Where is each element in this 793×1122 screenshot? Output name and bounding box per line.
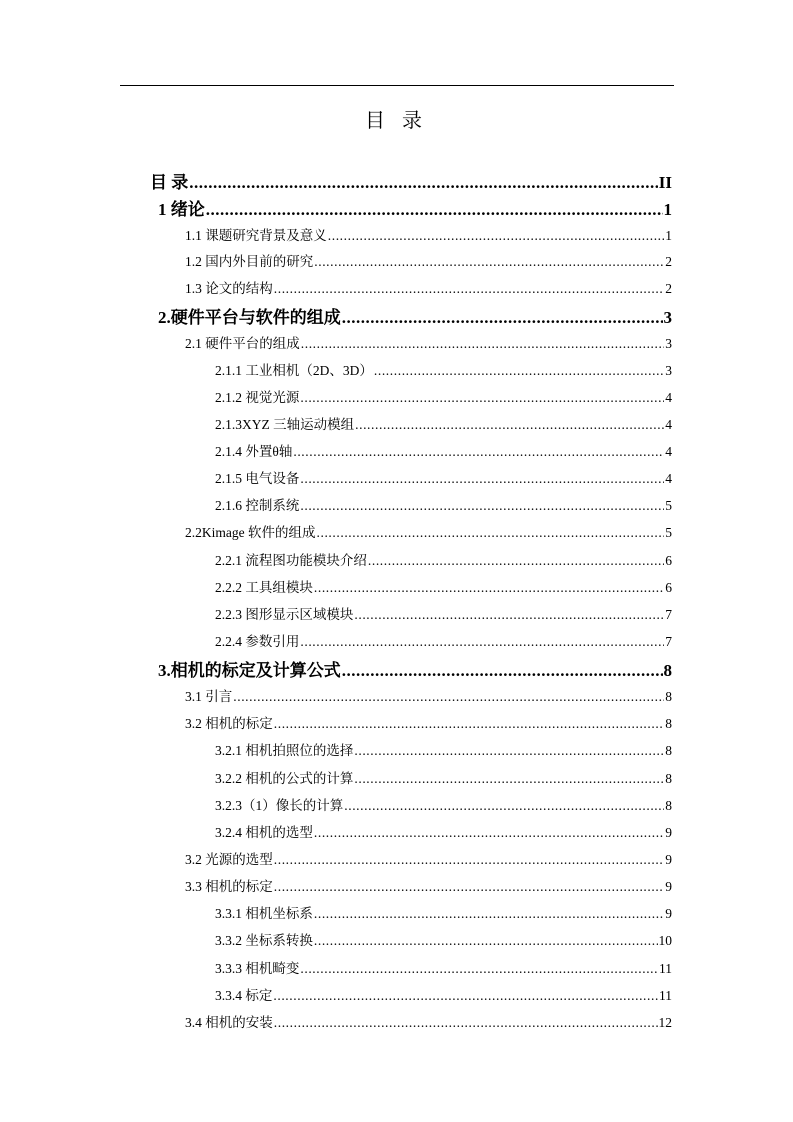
toc-entry-label: 3.2.4 相机的选型 [215, 825, 313, 840]
toc-entry[interactable] [215, 389, 672, 407]
toc-entry-label: 2.2Kimage 软件的组成 [185, 525, 316, 540]
toc-page-number: 6 [665, 580, 672, 595]
toc-entry-label: 2.1.3XYZ 三轴运动模组 [215, 417, 355, 432]
toc-entry[interactable] [185, 1014, 672, 1032]
toc-entry-label: 1.2 国内外目前的研究 [185, 254, 314, 269]
toc-entry-label: 3.3 相机的标定 [185, 879, 273, 894]
toc-page-number: 5 [665, 525, 672, 540]
toc-entry-label: 3.2.2 相机的公式的计算 [215, 771, 354, 786]
toc-leader-dots [274, 715, 665, 733]
toc-entry-label: 2.1 硬件平台的组成 [185, 336, 300, 351]
toc-leader-dots [300, 633, 664, 651]
toc-entry-label: 2.1.4 外置θ轴 [215, 444, 293, 459]
toc-leader-dots [300, 389, 664, 407]
toc-entry[interactable] [215, 470, 672, 488]
toc-leader-dots [189, 172, 658, 194]
toc-page-number: 8 [665, 689, 672, 704]
toc-entry[interactable] [215, 742, 672, 760]
toc-entry-label: 1.3 论文的结构 [185, 281, 273, 296]
toc-entry[interactable] [215, 416, 672, 434]
toc-leader-dots [344, 797, 664, 815]
toc-entry[interactable] [215, 797, 672, 815]
toc-entry-label: 3.3.2 坐标系转换 [215, 933, 313, 948]
toc-entry-label: 3.3.4 标定 [215, 988, 273, 1003]
toc-leader-dots [274, 1014, 658, 1032]
toc-entry-label: 3.相机的标定及计算公式 [158, 661, 341, 680]
toc-leader-dots [300, 960, 658, 978]
toc-leader-dots [233, 688, 664, 706]
toc-page-number: 4 [665, 471, 672, 486]
toc-entry-label: 2.1.6 控制系统 [215, 498, 300, 513]
toc-leader-dots [314, 905, 664, 923]
toc-entry[interactable] [185, 280, 672, 298]
toc-entry-label: 3.3.3 相机畸变 [215, 961, 300, 976]
toc-leader-dots [314, 932, 658, 950]
toc-leader-dots [354, 606, 664, 624]
toc-entry-label: 2.1.1 工业相机（2D、3D） [215, 363, 373, 378]
toc-leader-dots [374, 362, 664, 380]
toc-entry-label: 3.2.3（1）像长的计算 [215, 798, 344, 813]
toc-page-number: 2 [665, 281, 672, 296]
toc-entry[interactable] [215, 824, 672, 842]
toc-entry[interactable] [215, 960, 672, 978]
toc-entry-label: 3.3.1 相机坐标系 [215, 906, 313, 921]
page-title: 目 录 [365, 110, 428, 132]
toc-leader-dots [274, 878, 665, 896]
toc-entry-label: 1 绪论 [158, 200, 205, 219]
toc-page-number: 10 [658, 933, 672, 948]
toc-page-number: 9 [665, 906, 672, 921]
toc-entry-label: 2.2.2 工具组模块 [215, 580, 313, 595]
toc-entry[interactable] [215, 905, 672, 923]
toc-entry[interactable] [185, 878, 672, 896]
toc-leader-dots [317, 524, 665, 542]
toc-entry-label: 3.2 光源的选型 [185, 852, 273, 867]
toc-entry-label: 2.硬件平台与软件的组成 [158, 308, 341, 327]
toc-entry-label: 3.4 相机的安装 [185, 1015, 273, 1030]
toc-entry-label: 目 录 [150, 173, 189, 192]
toc-entry[interactable] [215, 606, 672, 624]
toc-page-number: 3 [665, 363, 672, 378]
toc-entry[interactable] [215, 932, 672, 950]
toc-page-number: 12 [658, 1015, 672, 1030]
toc-entry[interactable] [185, 253, 672, 271]
toc-leader-dots [354, 742, 664, 760]
toc-entry-label: 3.2 相机的标定 [185, 716, 273, 731]
toc-entry-label: 3.2.1 相机拍照位的选择 [215, 743, 354, 758]
toc-leader-dots [368, 552, 664, 570]
toc-entry[interactable] [215, 987, 672, 1005]
header-rule [120, 85, 674, 86]
toc-page-number: 8 [663, 661, 672, 680]
toc-page-number: 11 [659, 961, 672, 976]
toc-leader-dots [300, 497, 664, 515]
toc-entry[interactable] [185, 227, 672, 245]
toc-page-number: 11 [659, 988, 672, 1003]
toc-page-number: 7 [665, 607, 672, 622]
toc-entry[interactable] [215, 579, 672, 597]
toc-leader-dots [342, 307, 663, 329]
toc-page-number: 7 [665, 634, 672, 649]
toc-entry-label: 2.2.3 图形显示区域模块 [215, 607, 354, 622]
toc-entry[interactable] [215, 552, 672, 570]
toc-page-number: 3 [663, 308, 672, 327]
toc-entry-label: 2.1.5 电气设备 [215, 471, 300, 486]
toc-entry[interactable] [215, 497, 672, 515]
toc-leader-dots [293, 443, 664, 461]
toc-entry[interactable] [215, 362, 672, 380]
toc-leader-dots [300, 470, 664, 488]
toc-entry[interactable] [185, 524, 672, 542]
toc-page-number: II [658, 173, 672, 192]
toc-entry[interactable] [158, 199, 672, 221]
toc-page-number: 1 [663, 200, 672, 219]
toc-entry[interactable] [215, 633, 672, 651]
toc-leader-dots [355, 416, 664, 434]
toc-leader-dots [274, 851, 665, 869]
toc-entry[interactable] [150, 172, 672, 194]
toc-entry[interactable] [185, 335, 672, 353]
toc-page-number: 3 [665, 336, 672, 351]
toc-page-number: 4 [665, 390, 672, 405]
toc-entry[interactable] [158, 307, 672, 329]
toc-entry[interactable] [185, 688, 672, 706]
toc-page-number: 8 [665, 743, 672, 758]
toc-leader-dots [314, 253, 664, 271]
toc-page-number: 8 [665, 798, 672, 813]
toc-entry[interactable] [185, 851, 672, 869]
toc-page-number: 4 [665, 417, 672, 432]
toc-leader-dots [342, 660, 663, 682]
toc-leader-dots [206, 199, 663, 221]
toc-entry-label: 1.1 课题研究背景及意义 [185, 228, 327, 243]
toc-page-number: 9 [665, 852, 672, 867]
toc-leader-dots [354, 770, 664, 788]
toc-page-number: 6 [665, 553, 672, 568]
toc-entry[interactable] [185, 715, 672, 733]
toc-leader-dots [274, 280, 665, 298]
toc-page-number: 9 [665, 825, 672, 840]
toc-entry-label: 2.2.1 流程图功能模块介绍 [215, 553, 367, 568]
toc-entry-label: 2.1.2 视觉光源 [215, 390, 300, 405]
toc-leader-dots [328, 227, 665, 245]
toc-page-number: 8 [665, 716, 672, 731]
toc-page-number: 5 [665, 498, 672, 513]
toc-page-number: 9 [665, 879, 672, 894]
toc-page-number: 4 [665, 444, 672, 459]
toc-leader-dots [314, 579, 664, 597]
toc-leader-dots [273, 987, 658, 1005]
toc-page-number: 2 [665, 254, 672, 269]
toc-entry-label: 2.2.4 参数引用 [215, 634, 300, 649]
toc-entry-label: 3.1 引言 [185, 689, 233, 704]
toc-entry[interactable] [215, 443, 672, 461]
toc-page-number: 1 [665, 228, 672, 243]
toc-entry[interactable] [158, 660, 672, 682]
toc-leader-dots [314, 824, 664, 842]
toc-leader-dots [301, 335, 665, 353]
toc-entry[interactable] [215, 770, 672, 788]
toc-page-number: 8 [665, 771, 672, 786]
